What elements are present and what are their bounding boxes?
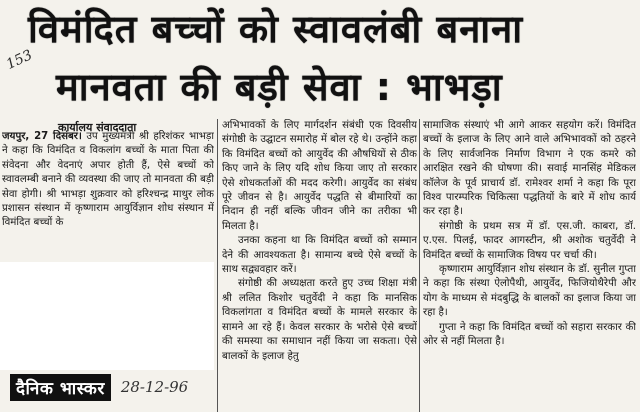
column2-paragraph-3: संगोष्ठी की अध्यक्षता करते हुए उच्च शिक्षा मंत्री श्री ललित किशोर चतुर्वेदी ने कहा कि मानसिक विकलांगता व विमंदित बच्चों के मामले सरकार के सामने आ रहे हैं। केवल सरकार के भरोसे ऐसे बच्चों की समस्या का समाधान नहीं किया जा सकता। ऐसे बालकों के इलाज हेतु <box>222 278 417 362</box>
column-divider-2 <box>419 119 420 412</box>
byline: कार्यालय संवाददाता <box>58 121 137 134</box>
blank-area <box>0 262 214 370</box>
column3-paragraph-4: गुप्ता ने कहा कि विमंदित बच्चों को सहारा सरकार की ओर से नहीं मिलता है। <box>423 321 636 348</box>
newspaper-logo: दैनिक भास्कर <box>10 374 111 401</box>
column3-paragraph-1: सामाजिक संस्थाएं भी आगे आकर सहयोग करें। विमंदित बच्चों के इलाज के लिए आने वाले अभिभावकों को ठहरने के लिए सार्वजनिक निर्माण विभाग ने एक कमरे को आरक्षित रखने की घोषणा की। सवाई मानसिंह मेडिकल कॉलेज के पूर्व प्राचार्य डॉ. रामेश्वर शर्मा ने कहा कि पूरा विश्व पारम्परिक चिकित्सा पद्धतियों के बारे में शोध कार्य कर रहा है। <box>423 120 636 218</box>
handwritten-page-number: 153 <box>3 47 35 73</box>
article-column-3 <box>423 119 636 412</box>
column1-paragraph-1 <box>2 130 214 231</box>
column1-text: उप मुख्यमंत्री श्री हरिशंकर भाभड़ा ने कहा कि विमंदित व विकलांग बच्चों के माता पिता की संवेदना और वेदनाएं अपार होती हैं, ऐसे बच्चों को स्वावलम्बी बनाने की व्यवस्था की जाए तो मानवता की बड़ी सेवा होगी। श्री भाभड़ा शुक्रवार को हरिश्चन्द्र माथुर लोक प्रशासन संस्थान में कृष्णाराम आयुर्विज्ञान शोध संस्थान में विमंदित बच्चों के <box>2 131 214 229</box>
headline-line-1: विमंदित बच्चों को स्वावलंबी बनाना <box>28 7 524 51</box>
column3-paragraph-3: कृष्णाराम आयुर्विज्ञान शोध संस्थान के डॉ. सुनील गुप्ता ने कहा कि संस्था ऐलोपैथी, आयुर्वेद, फिजियोथैरेपी और योग के माध्यम से मंदबुद्धि के बालकों का इलाज किया जा रहा है। <box>423 264 636 319</box>
headline-line-2: मानवता की बड़ी सेवा : भाभड़ा <box>56 65 503 109</box>
article-column-1 <box>2 130 214 258</box>
column3-paragraph-2: संगोष्ठी के प्रथम सत्र में डॉ. एस.जी. काबरा, डॉ. ए.एस. पिलई, फादर आगस्टीन, श्री अशोक चतुर्वेदी ने विमंदित बच्चों के सामाजिक विषय पर चर्चा की। <box>423 220 636 261</box>
column2-paragraph-2: उनका कहना था कि विमंदित बच्चों को सम्मान देने की आवश्यकता है। सामान्य बच्चे ऐसे बच्चों के साथ सद्व्यवहार करें। <box>222 235 417 276</box>
newspaper-masthead <box>10 372 215 402</box>
article-column-2 <box>222 119 417 412</box>
column-divider-1 <box>217 119 218 412</box>
dateline: जयपुर, 27 दिसंबर। <box>2 131 82 142</box>
handwritten-date: 28-12-96 <box>120 378 189 396</box>
column2-paragraph-1: अभिभावकों के लिए मार्गदर्शन संबंधी एक दिवसीय संगोष्ठी के उद्घाटन समारोह में बोल रहे थे। उन्होंने कहा कि विमंदित बच्चों को आयुर्वेद की औषधियों से ठीक किए जाने के लिए यदि शोध किया जाए तो सरकार ऐसे शोधकर्ताओं की मदद करेगी। आयुर्वेद का संबंध पूरे जीवन से है। आयुर्वेद पद्धति से बीमारियों का निदान ही नहीं बल्कि जीवन जीने का तरीका भी मिलता है। <box>222 120 417 232</box>
